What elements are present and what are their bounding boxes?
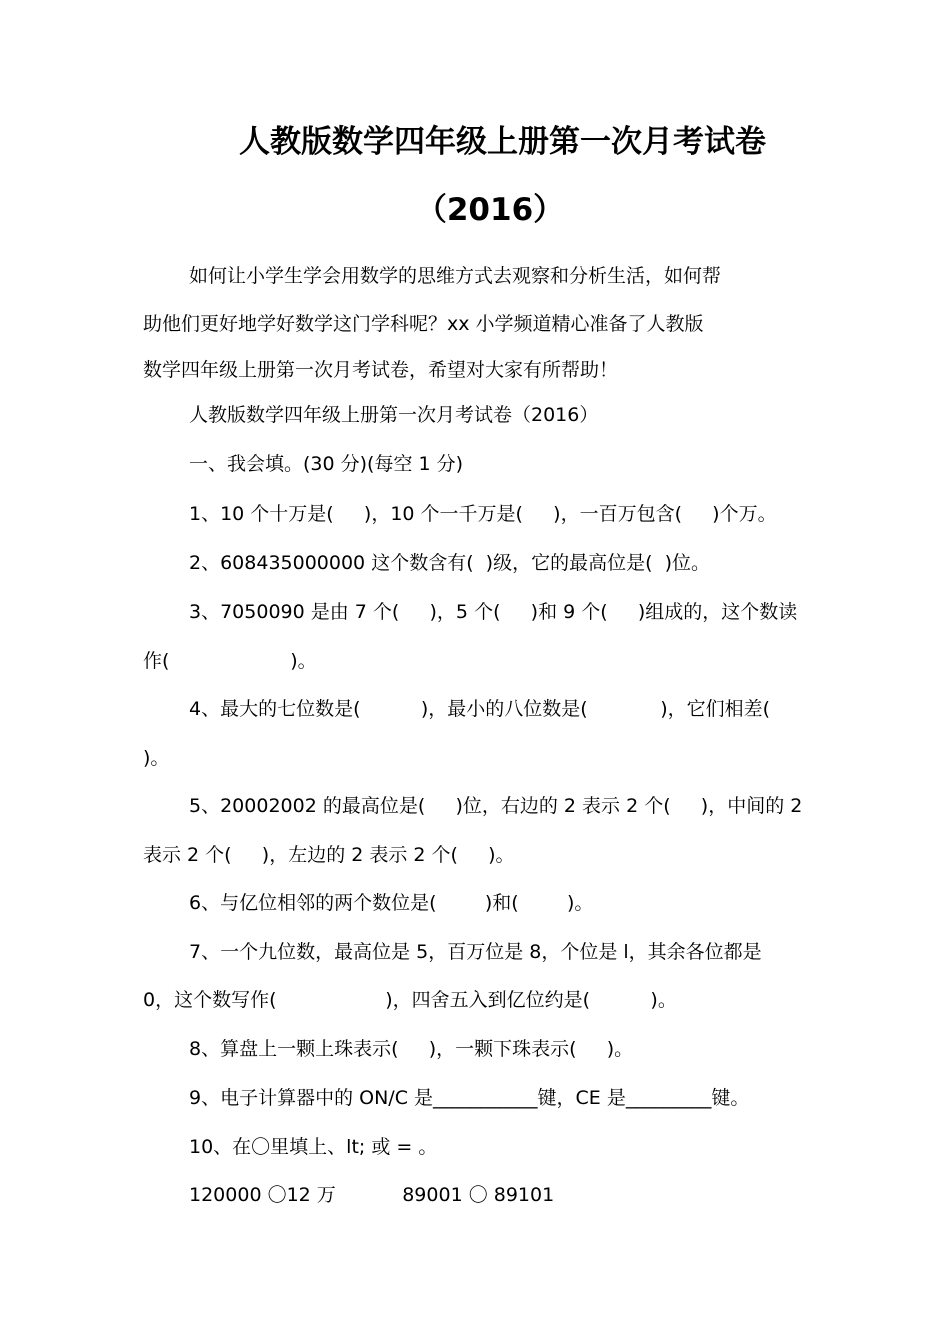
question-10: 10、在〇里填上、lt; 或 = 。 (189, 1136, 438, 1158)
question-3-continuation: 作( )。 (143, 650, 317, 672)
document-title: 人教版数学四年级上册第一次月考试卷 (239, 124, 766, 160)
question-3: 3、7050090 是由 7 个( )，5 个( )和 9 个( )组成的，这个数读 (189, 601, 798, 623)
question-5-continuation: 表示 2 个( )，左边的 2 表示 2 个( )。 (143, 844, 515, 866)
intro-line-2: 助他们更好地学好数学这门学科呢？xx 小学频道精心准备了人教版 (143, 313, 704, 335)
document-title-year: （2016） (415, 192, 565, 228)
question-5: 5、20002002 的最高位是( )位，右边的 2 表示 2 个( )，中间的 2 (189, 795, 803, 817)
question-4: 4、最大的七位数是( )，最小的八位数是( )，它们相差( (189, 698, 771, 720)
question-2: 2、608435000000 这个数含有( )级，它的最高位是( )位。 (189, 552, 710, 574)
question-1: 1、10 个十万是( )，10 个一千万是( )，一百万包含( )个万。 (189, 503, 777, 525)
section-heading: 一、我会填。(30 分)(每空 1 分) (189, 453, 464, 475)
question-8: 8、算盘上一颗上珠表示( )，一颗下珠表示( )。 (189, 1038, 634, 1060)
question-7-continuation: 0，这个数写作( )，四舍五入到亿位约是( )。 (143, 989, 677, 1011)
question-4-continuation: )。 (143, 747, 170, 769)
intro-line-3: 数学四年级上册第一次月考试卷，希望对大家有所帮助！ (143, 359, 619, 381)
question-10-comparison: 120000 〇12 万 89001 〇 89101 (189, 1184, 555, 1206)
intro-line-1: 如何让小学生学会用数学的思维方式去观察和分析生活，如何帮 (189, 265, 722, 287)
question-9: 9、电子计算器中的 ON/C 是___________键，CE 是_________键。 (189, 1087, 750, 1109)
exam-subtitle: 人教版数学四年级上册第一次月考试卷（2016） (189, 404, 599, 426)
question-6: 6、与亿位相邻的两个数位是( )和( )。 (189, 892, 594, 914)
question-7: 7、一个九位数，最高位是 5，百万位是 8，个位是 l，其余各位都是 (189, 941, 762, 963)
